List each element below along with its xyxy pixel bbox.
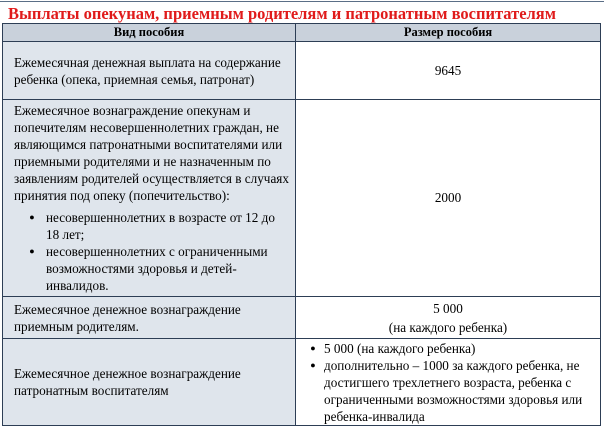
benefit-type-text: Ежемесячное вознаграждение опекунам и попечителям несовершеннолетних граждан, не являющимся патронатными воспитателями или приемными родителями и не назначенным по заявлениям родителей осуществляется в случаях принятия под опеку (попечительство):	[14, 103, 289, 203]
benefit-type-block	[3, 102, 295, 294]
bullet-icon: ●	[310, 342, 316, 353]
benefit-amount-text: 5 000	[433, 300, 463, 316]
benefit-type-cell	[3, 339, 296, 426]
list-item-text: несовершеннолетних с ограниченными возможностями здоровья и детей-инвалидов.	[46, 244, 268, 293]
benefit-amount-cell	[296, 339, 601, 426]
bullet-icon: ●	[29, 212, 35, 222]
list-item-text: 5 000 (на каждого ребенка)	[324, 340, 476, 356]
list-item-text: несовершеннолетних в возрасте от 12 до 18 лет;	[46, 210, 275, 242]
header-benefit-type: Вид пособия	[3, 24, 296, 42]
list-item	[14, 209, 289, 243]
list-item	[302, 357, 590, 425]
list-item	[14, 243, 289, 294]
benefit-type-text: Ежемесячное денежное вознаграждение приемным родителям.	[14, 301, 241, 334]
benefit-amount-note: (на каждого ребенка)	[388, 319, 508, 335]
table-row	[3, 100, 601, 297]
benefit-type-text: Ежемесячная денежная выплата на содержание ребенка (опека, приемная семья, патронат)	[14, 54, 281, 87]
benefit-amount-cell	[296, 42, 601, 100]
table-row	[3, 297, 601, 339]
benefit-amount-text: 9645	[434, 62, 462, 78]
benefit-type-cell	[3, 100, 296, 297]
list-item-text: дополнительно – 1000 за каждого ребенка, не достигшего трехлетнего возраста, ребенка с ограниченными возможностями здоровья или ребенка-инвалида	[324, 357, 583, 424]
benefit-type-cell	[3, 42, 296, 100]
benefit-type-cell	[3, 297, 296, 339]
benefit-amount-text: 2000	[434, 190, 462, 205]
benefit-amount-cell	[296, 297, 601, 339]
table-row	[3, 42, 601, 100]
benefit-amount-stack	[296, 299, 600, 337]
header-benefit-amount: Размер пособия	[296, 24, 601, 42]
bullet-icon: ●	[310, 359, 316, 370]
benefits-table	[2, 23, 601, 426]
table-header-row	[3, 24, 601, 42]
benefit-amount-list	[296, 340, 600, 425]
bullet-icon: ●	[29, 246, 35, 256]
page-title: Выплаты опекунам, приемным родителям и патронатным воспитателям	[8, 4, 556, 23]
top-divider	[0, 1, 604, 2]
table-row	[3, 339, 601, 426]
list-item	[302, 340, 590, 357]
benefit-type-text: Ежемесячное денежное вознаграждение патронатным воспитателям	[14, 366, 241, 398]
benefit-amount-cell	[296, 100, 601, 297]
